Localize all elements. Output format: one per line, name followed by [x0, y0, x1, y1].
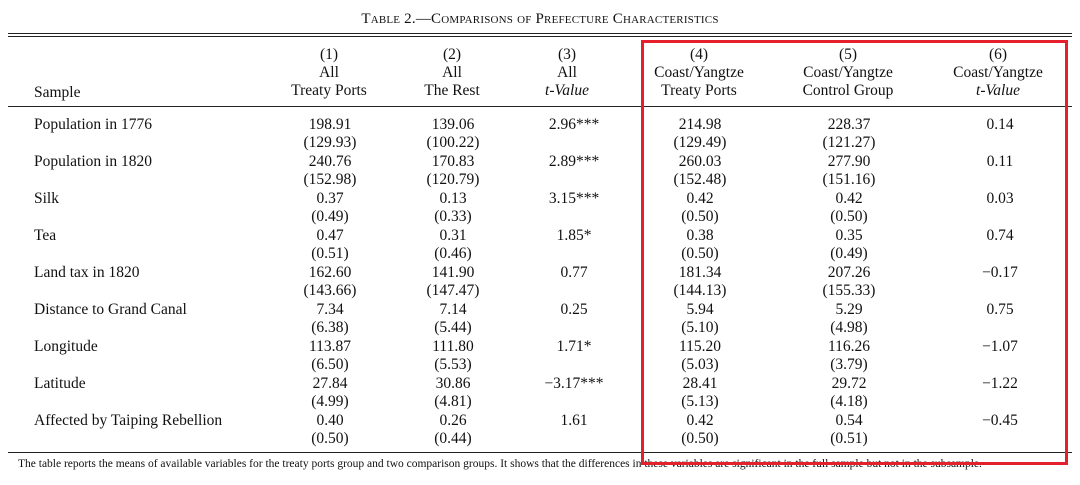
row-label: Land tax in 1820 — [34, 264, 140, 281]
cell-se-col-5: (121.27) — [822, 134, 876, 151]
header-col-4-num: (4) — [689, 46, 709, 63]
header-col-5-num: (5) — [838, 46, 858, 63]
cell-value-col-5: 0.42 — [835, 190, 863, 207]
cell-value-col-1: 7.34 — [316, 301, 344, 318]
cell-value-col-6: 0.14 — [986, 116, 1014, 133]
header-col-6-l1: Coast/Yangtze — [953, 64, 1043, 81]
header-sample-label: Sample — [34, 84, 81, 101]
cell-se-col-5: (155.33) — [822, 282, 876, 299]
cell-se-col-4: (144.13) — [673, 282, 727, 299]
cell-value-col-4: 260.03 — [678, 153, 722, 170]
header-col-6-l2: t-Value — [976, 82, 1020, 99]
bottom-rule — [8, 452, 1072, 453]
header-col-3-num: (3) — [557, 46, 577, 63]
header-col-1-num: (1) — [319, 46, 339, 63]
cell-value-col-5: 29.72 — [831, 375, 867, 392]
cell-value-col-3: 2.89*** — [548, 153, 600, 170]
header-col-1 — [264, 46, 394, 100]
table-note: The table reports the means of available variables for the treaty ports group and two comparison groups. It shows that the differences in these variables are significant in the full sample but not in the subsample. — [18, 458, 982, 470]
cell-value-col-5: 228.37 — [827, 116, 871, 133]
cell-se-col-5: (151.16) — [822, 171, 876, 188]
cell-value-col-2: 0.13 — [439, 190, 467, 207]
top-rule-1 — [8, 33, 1072, 34]
cell-se-col-1: (6.38) — [311, 319, 349, 336]
cell-value-col-6: −1.07 — [982, 338, 1018, 355]
cell-se-col-4: (0.50) — [681, 208, 719, 225]
cell-value-col-6: 0.11 — [986, 153, 1014, 170]
cell-value-col-3: 2.96*** — [548, 116, 600, 133]
cell-value-col-3: −3.17*** — [544, 375, 604, 392]
cell-value-col-6: −0.17 — [982, 264, 1018, 281]
cell-se-col-1: (129.93) — [303, 134, 357, 151]
row-label: Affected by Taiping Rebellion — [34, 412, 223, 429]
cell-se-col-1: (0.51) — [311, 245, 349, 262]
cell-se-col-2: (4.81) — [434, 393, 472, 410]
cell-se-col-2: (0.33) — [434, 208, 472, 225]
cell-value-col-2: 0.26 — [439, 412, 467, 429]
cell-se-col-1: (6.50) — [311, 356, 349, 373]
cell-se-col-2: (147.47) — [426, 282, 480, 299]
cell-se-col-2: (100.22) — [426, 134, 480, 151]
cell-se-col-4: (5.10) — [681, 319, 719, 336]
cell-value-col-2: 111.80 — [432, 338, 474, 355]
cell-se-col-5: (0.51) — [830, 430, 868, 447]
cell-value-col-1: 113.87 — [308, 338, 352, 355]
cell-se-col-1: (143.66) — [303, 282, 357, 299]
header-rule — [8, 106, 1072, 107]
header-col-4 — [634, 46, 764, 100]
cell-value-col-6: 0.74 — [986, 227, 1014, 244]
cell-value-col-4: 0.42 — [686, 190, 714, 207]
table-title: Table 2.—Comparisons of Prefecture Characteristics — [361, 11, 719, 27]
cell-value-col-4: 5.94 — [686, 301, 714, 318]
cell-value-col-6: −0.45 — [982, 412, 1018, 429]
cell-value-col-5: 207.26 — [827, 264, 871, 281]
cell-value-col-1: 240.76 — [308, 153, 352, 170]
cell-value-col-3: 0.77 — [560, 264, 588, 281]
header-col-3-l1: All — [557, 64, 577, 81]
cell-value-col-5: 277.90 — [827, 153, 871, 170]
header-col-2-l2: The Rest — [424, 82, 480, 99]
cell-value-col-3: 1.71* — [556, 338, 592, 355]
cell-se-col-5: (3.79) — [830, 356, 868, 373]
header-col-4-l1: Coast/Yangtze — [654, 64, 744, 81]
header-col-5-l1: Coast/Yangtze — [803, 64, 893, 81]
cell-value-col-5: 116.26 — [827, 338, 871, 355]
cell-value-col-5: 0.54 — [835, 412, 863, 429]
cell-value-col-5: 0.35 — [835, 227, 863, 244]
cell-se-col-4: (0.50) — [681, 245, 719, 262]
cell-value-col-2: 141.90 — [431, 264, 475, 281]
cell-se-col-2: (0.46) — [434, 245, 472, 262]
cell-value-col-4: 28.41 — [682, 375, 718, 392]
header-col-2-num: (2) — [442, 46, 462, 63]
header-col-6 — [933, 46, 1063, 100]
header-col-5 — [783, 46, 913, 100]
row-label: Population in 1776 — [34, 116, 152, 133]
header-col-4-l2: Treaty Ports — [661, 82, 737, 99]
cell-se-col-5: (0.50) — [830, 208, 868, 225]
cell-value-col-1: 27.84 — [312, 375, 348, 392]
header-col-1-l2: Treaty Ports — [291, 82, 367, 99]
cell-value-col-1: 0.40 — [316, 412, 344, 429]
cell-se-col-1: (0.50) — [311, 430, 349, 447]
cell-value-col-3: 1.61 — [560, 412, 588, 429]
cell-value-col-1: 198.91 — [308, 116, 352, 133]
cell-se-col-2: (120.79) — [426, 171, 480, 188]
cell-value-col-4: 0.42 — [686, 412, 714, 429]
header-col-2 — [387, 46, 517, 100]
row-label: Silk — [34, 190, 59, 207]
cell-value-col-4: 115.20 — [678, 338, 722, 355]
cell-value-col-2: 170.83 — [431, 153, 475, 170]
cell-se-col-5: (4.98) — [830, 319, 868, 336]
cell-value-col-1: 0.37 — [316, 190, 344, 207]
cell-se-col-1: (0.49) — [311, 208, 349, 225]
cell-value-col-6: 0.03 — [986, 190, 1014, 207]
cell-se-col-4: (5.13) — [681, 393, 719, 410]
cell-se-col-1: (4.99) — [311, 393, 349, 410]
cell-se-col-5: (0.49) — [830, 245, 868, 262]
cell-value-col-3: 3.15*** — [548, 190, 600, 207]
header-col-1-l1: All — [319, 64, 339, 81]
cell-value-col-2: 30.86 — [435, 375, 471, 392]
cell-value-col-4: 181.34 — [678, 264, 722, 281]
cell-value-col-4: 214.98 — [678, 116, 722, 133]
row-label: Distance to Grand Canal — [34, 301, 187, 318]
cell-value-col-5: 5.29 — [835, 301, 863, 318]
header-col-3 — [502, 46, 632, 100]
row-label: Longitude — [34, 338, 98, 355]
header-col-5-l2: Control Group — [802, 82, 894, 99]
cell-value-col-2: 139.06 — [431, 116, 475, 133]
cell-value-col-3: 1.85* — [556, 227, 592, 244]
cell-se-col-4: (0.50) — [681, 430, 719, 447]
header-col-6-num: (6) — [988, 46, 1008, 63]
row-label: Population in 1820 — [34, 153, 152, 170]
header-col-3-l2: t-Value — [545, 82, 589, 99]
cell-se-col-4: (129.49) — [673, 134, 727, 151]
cell-value-col-6: 0.75 — [986, 301, 1014, 318]
cell-se-col-2: (5.44) — [434, 319, 472, 336]
cell-se-col-2: (5.53) — [434, 356, 472, 373]
cell-se-col-4: (5.03) — [681, 356, 719, 373]
top-rule-2 — [8, 36, 1072, 37]
cell-se-col-5: (4.18) — [830, 393, 868, 410]
header-col-2-l1: All — [442, 64, 462, 81]
cell-se-col-4: (152.48) — [673, 171, 727, 188]
cell-value-col-2: 7.14 — [439, 301, 467, 318]
cell-value-col-1: 162.60 — [308, 264, 352, 281]
row-label: Latitude — [34, 375, 86, 392]
cell-value-col-4: 0.38 — [686, 227, 714, 244]
cell-value-col-6: −1.22 — [982, 375, 1018, 392]
cell-se-col-2: (0.44) — [434, 430, 472, 447]
cell-se-col-1: (152.98) — [303, 171, 357, 188]
cell-value-col-1: 0.47 — [316, 227, 344, 244]
cell-value-col-2: 0.31 — [439, 227, 467, 244]
row-label: Tea — [34, 227, 57, 244]
cell-value-col-3: 0.25 — [560, 301, 588, 318]
